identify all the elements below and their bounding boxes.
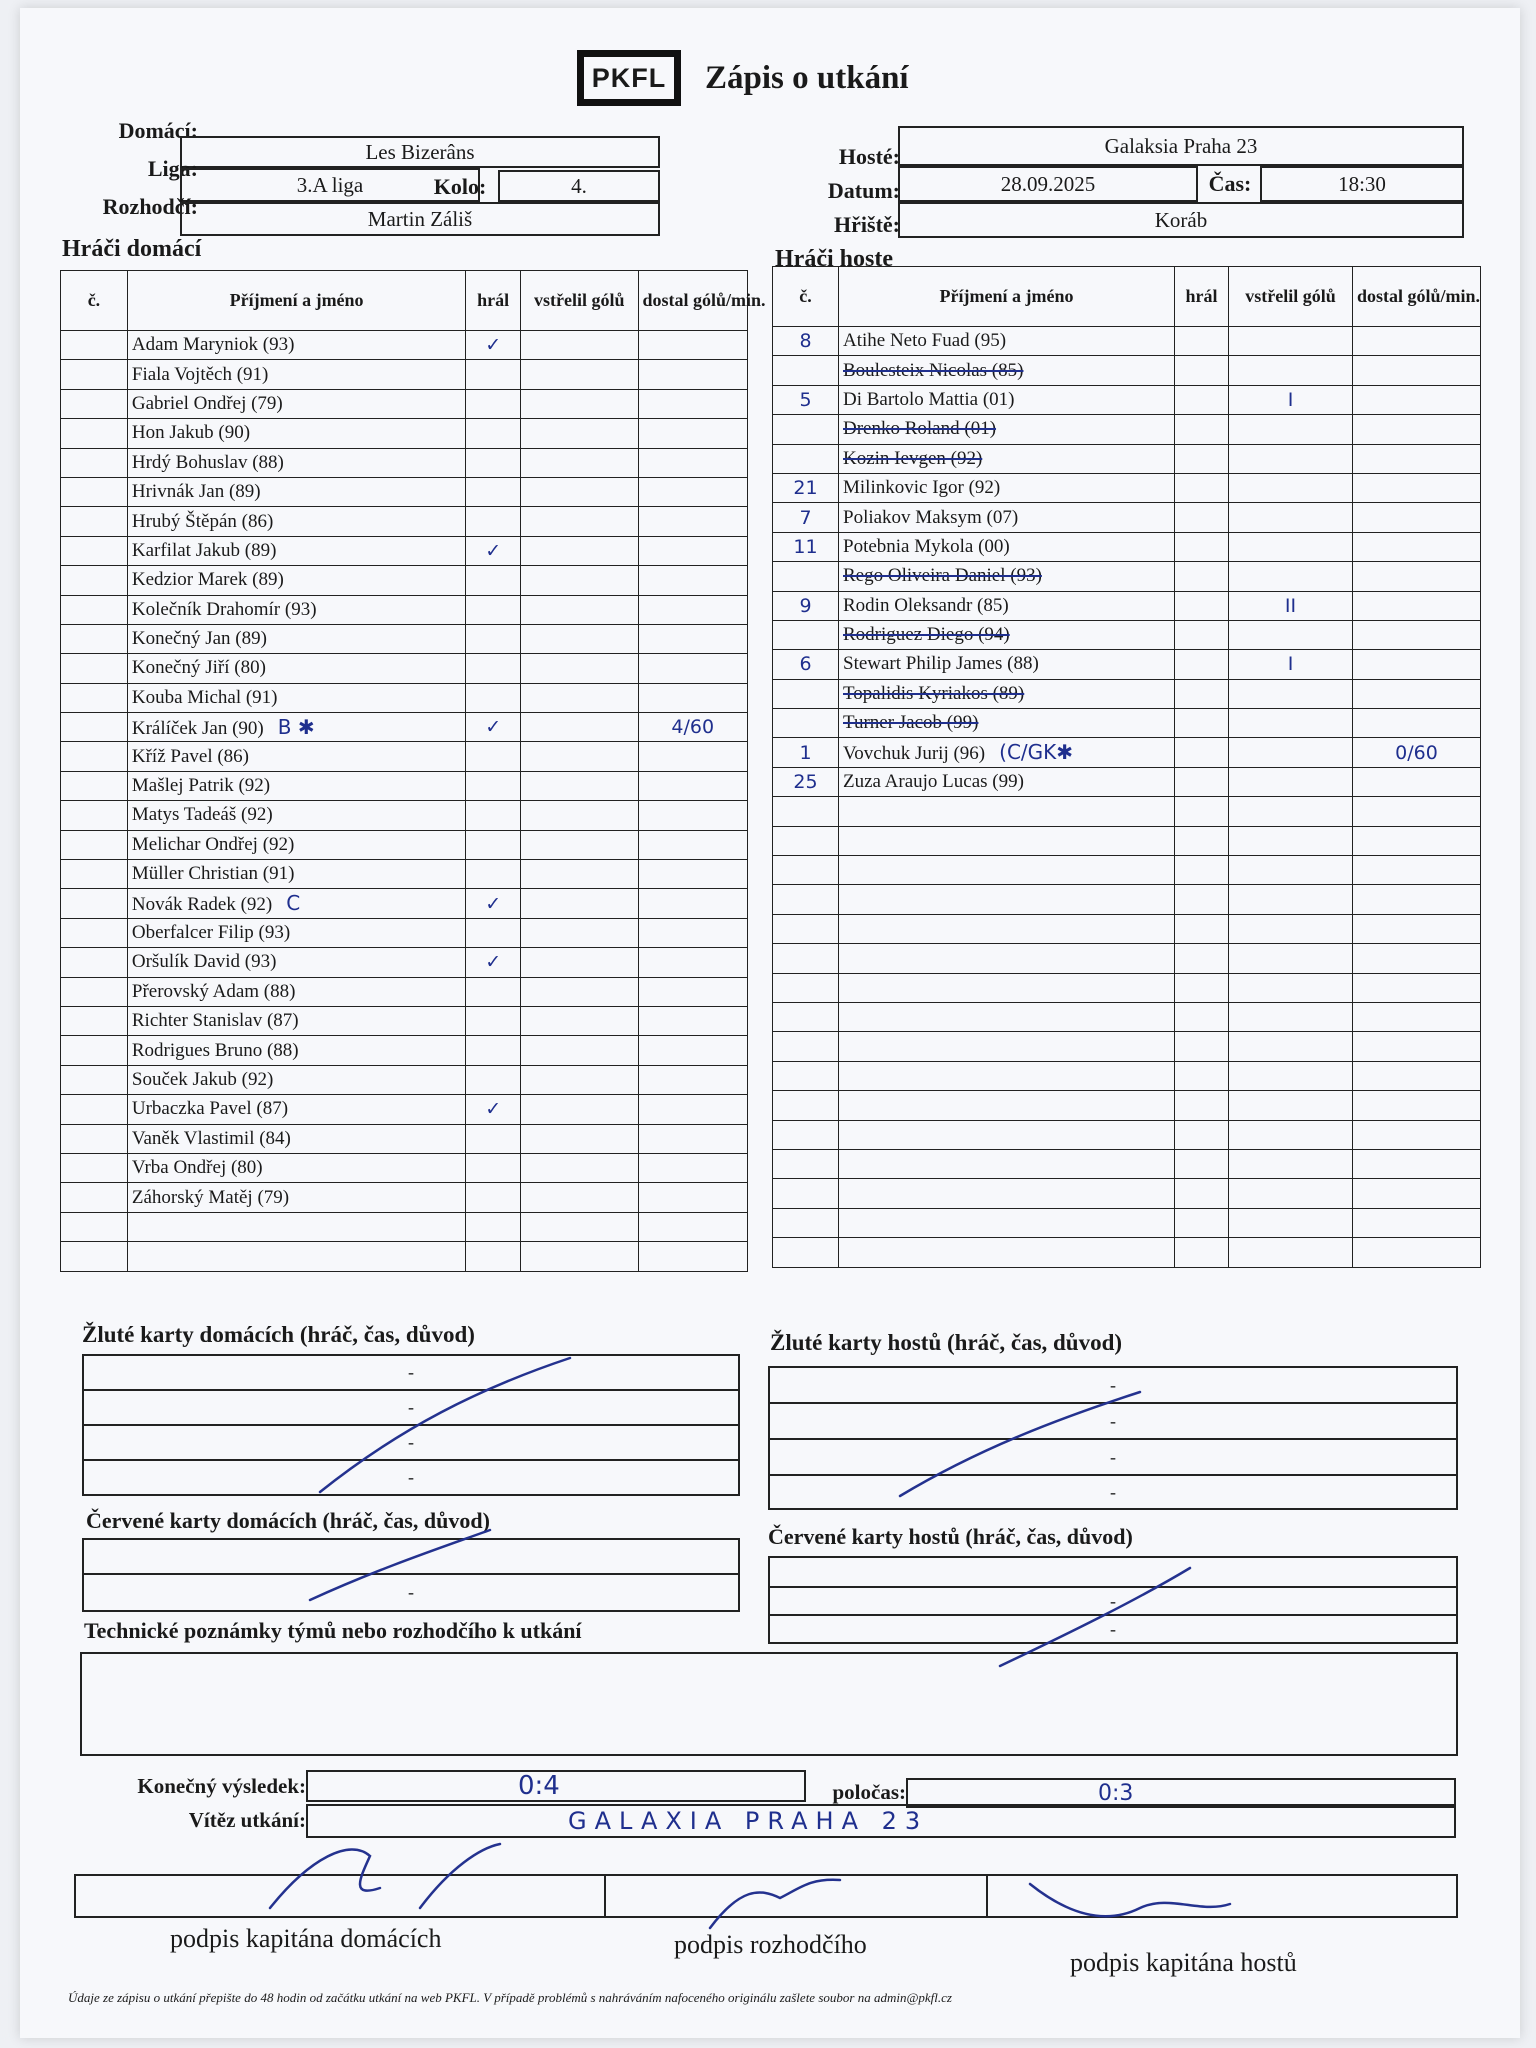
player-name-text: Oršulík David (93) (131, 951, 277, 973)
red-cards-home-title: Červené karty domácích (hráč, čas, důvod) (86, 1508, 490, 1533)
player-name-text: Potebnia Mykola (00) (843, 535, 1010, 557)
home-team-field: Les Bizerâns (180, 136, 660, 168)
player-name-text: Hrubý Štěpán (86) (131, 510, 274, 532)
player-name-text: Mašlej Patrik (92) (131, 775, 271, 797)
player-name-text: Müller Christian (91) (131, 863, 295, 885)
round-field: 4. (498, 170, 660, 202)
player-name-text: Hon Jakub (90) (131, 422, 251, 444)
card-row: - (770, 1368, 1456, 1404)
yellow-home-cancel-stroke (320, 1358, 570, 1492)
player-name-text: Oberfalcer Filip (93) (131, 922, 291, 943)
player-name-text: Konečný Jan (89) (131, 628, 267, 650)
player-name-text: Souček Jakub (92) (131, 1068, 274, 1090)
player-name-text: Přerovský Adam (88) (131, 980, 296, 1002)
player-name-text: Kolečník Drahomír (93) (131, 598, 317, 620)
pitch-label: Hřiště: (834, 212, 900, 237)
player-name-text: Zuza Araujo Lucas (99) (843, 771, 1024, 793)
player-number: 25 (773, 767, 839, 796)
referee-signature-stroke (710, 1880, 840, 1928)
player-name-text: Stewart Philip James (88) (843, 653, 1039, 675)
player-name-text: Milinkovic Igor (92) (843, 477, 1001, 499)
home-players-title: Hráči domácí (62, 236, 202, 262)
winner-field: GALAXIA PRAHA 23 (306, 1804, 1456, 1838)
card-row: - (408, 1582, 414, 1602)
player-name-text: Rodin Oleksandr (85) (843, 594, 1009, 616)
red-away-cancel-stroke (1000, 1568, 1190, 1666)
player-number: 1 (773, 738, 839, 767)
played-mark: ✓ (466, 536, 521, 565)
player-number: 11 (773, 532, 839, 561)
handwritten-annotation: (C/GK✱ (999, 740, 1074, 765)
player-name-text: Matys Tadeáš (92) (131, 804, 273, 826)
player-name-text: Boulesteix Nicolas (85) (843, 359, 1024, 381)
yellow-cards-home-title: Žluté karty domácích (hráč, čas, důvod) (82, 1322, 475, 1347)
away-captain-signature-stroke (1030, 1884, 1230, 1916)
player-number: 8 (773, 327, 839, 356)
card-row: - (84, 1426, 738, 1461)
player-number: 21 (773, 473, 839, 502)
player-name-text: Di Bartolo Mattia (01) (843, 388, 1015, 410)
goals-conceded: 4/60 (638, 713, 747, 742)
player-number: 9 (773, 591, 839, 620)
league-field: 3.A liga (180, 168, 480, 202)
player-name-text: Záhorský Matěj (79) (131, 1186, 290, 1208)
final-score-label: Konečný výsledek: (137, 1774, 306, 1798)
played-mark: ✓ (466, 331, 521, 360)
played-mark: ✓ (466, 1095, 521, 1124)
played-mark: ✓ (466, 713, 521, 742)
away-captain-signature-label: podpis kapitána hostů (1070, 1948, 1297, 1977)
player-name-text: Turner Jacob (99) (843, 712, 979, 734)
handwritten-annotation: C (286, 891, 301, 916)
card-row: - (770, 1588, 1456, 1616)
yellow-away-cancel-stroke (900, 1392, 1140, 1496)
halftime-field: 0:3 (906, 1778, 1456, 1808)
col-number: č. (773, 267, 839, 327)
time-field: 18:30 (1260, 166, 1464, 202)
away-players-title: Hráči hoste (775, 246, 893, 272)
player-name-text: Kříž Pavel (86) (131, 745, 250, 767)
handwriting-overlay (20, 8, 1520, 2038)
player-number: 6 (773, 650, 839, 679)
final-score-field: 0:4 (306, 1770, 806, 1802)
player-name-text: Kouba Michal (91) (131, 686, 278, 708)
player-name-text: Vaněk Vlastimil (84) (131, 1127, 291, 1149)
time-label: Čas: (1208, 171, 1252, 196)
player-name-text: Vrba Ondřej (80) (131, 1157, 263, 1179)
card-row: - (408, 1467, 414, 1487)
league-label: Liga: (147, 156, 198, 181)
player-number: 7 (773, 503, 839, 532)
card-row: - (84, 1356, 738, 1391)
player-name-text: Rodrigues Bruno (88) (131, 1039, 299, 1061)
player-name-text: Vovchuk Jurij (96) (843, 743, 986, 765)
pitch-field: Koráb (898, 202, 1464, 238)
col-conceded: dostal gólů/min. (638, 271, 747, 331)
notes-title: Technické poznámky týmů nebo rozhodčího k utkání (84, 1618, 582, 1643)
card-row: - (770, 1404, 1456, 1440)
player-name-text: Kedzior Marek (89) (131, 569, 284, 591)
player-name-text: Poliakov Maksym (07) (843, 506, 1019, 528)
player-number: 5 (773, 385, 839, 414)
col-number: č. (61, 271, 128, 331)
page-title: Zápis o utkání (705, 60, 909, 96)
halftime-label: poločas: (832, 1780, 906, 1804)
player-name-text: Drenko Roland (01) (843, 418, 997, 440)
yellow-cards-away-title: Žluté karty hostů (hráč, čas, důvod) (770, 1330, 1123, 1355)
date-label: Datum: (827, 178, 900, 203)
player-name-text: Topalidis Kyriakos (89) (843, 682, 1025, 704)
col-scored: vstřelil gólů (521, 271, 639, 331)
player-name-text: Karfilat Jakub (89) (131, 539, 277, 561)
player-name-text: Fiala Vojtěch (91) (131, 363, 269, 385)
col-played: hrál (1175, 267, 1229, 327)
home-captain-signature-label: podpis kapitána domácích (170, 1924, 442, 1953)
col-conceded: dostal gólů/min. (1353, 267, 1481, 327)
player-name-text: Novák Radek (92) (131, 894, 273, 916)
col-name: Příjmení a jméno (839, 267, 1175, 327)
away-label: Hosté: (838, 144, 900, 169)
player-name-text: Atihe Neto Fuad (95) (843, 330, 1007, 352)
player-name-text: Konečný Jiří (80) (131, 657, 266, 679)
red-home-cancel-stroke (310, 1530, 490, 1600)
col-name: Příjmení a jméno (127, 271, 465, 331)
col-scored: vstřelil gólů (1229, 267, 1353, 327)
player-name-text: Rego Oliveira Daniel (93) (843, 565, 1042, 587)
away-team-field: Galaksia Praha 23 (898, 126, 1464, 166)
card-row: - (84, 1391, 738, 1426)
goals-scored: I (1229, 650, 1353, 679)
player-name-text: Gabriel Ondřej (79) (131, 392, 283, 414)
match-sheet (20, 8, 1520, 2038)
player-name-text: Hrivnák Jan (89) (131, 481, 261, 503)
round-label: Kolo: (433, 174, 487, 199)
goals-scored: II (1229, 591, 1353, 620)
col-played: hrál (466, 271, 521, 331)
player-name-text: Melichar Ondřej (92) (131, 833, 295, 855)
home-label: Domácí: (118, 118, 198, 143)
date-field: 28.09.2025 (898, 166, 1198, 202)
player-name-text: Urbaczka Pavel (87) (131, 1098, 289, 1120)
card-row: - (770, 1440, 1456, 1476)
referee-label: Rozhodčí: (102, 194, 198, 219)
played-mark: ✓ (466, 889, 521, 918)
referee-signature-label: podpis rozhodčího (674, 1930, 867, 1959)
card-row: - (1110, 1618, 1116, 1639)
home-captain-signature-stroke (270, 1844, 500, 1908)
player-name-text: Rodriguez Diego (94) (843, 624, 1010, 646)
card-row: - (1110, 1481, 1116, 1502)
player-name-text: Kozin Ievgen (92) (843, 447, 983, 469)
pkfl-logo: PKFL (577, 50, 681, 106)
footer-note: Údaje ze zápisu o utkání přepište do 48 hodin od začátku utkání na web PKFL. V případě problémů s nahráváním nafoceného originálu zašlete soubor na admin@pkfl.cz (68, 1990, 952, 2005)
goals-conceded: 0/60 (1353, 738, 1481, 767)
played-mark: ✓ (466, 948, 521, 977)
player-name-text: Hrdý Bohuslav (88) (131, 451, 284, 473)
winner-label: Vítěz utkání: (188, 1808, 306, 1832)
handwritten-annotation: B ✱ (277, 714, 315, 739)
goals-scored: I (1229, 385, 1353, 414)
player-name-text: Králíček Jan (90) (131, 717, 264, 739)
referee-field: Martin Záliš (180, 202, 660, 236)
red-cards-away-title: Červené karty hostů (hráč, čas, důvod) (768, 1524, 1133, 1549)
player-name-text: Richter Stanislav (87) (131, 1010, 299, 1032)
player-name-text: Adam Maryniok (93) (131, 334, 295, 356)
